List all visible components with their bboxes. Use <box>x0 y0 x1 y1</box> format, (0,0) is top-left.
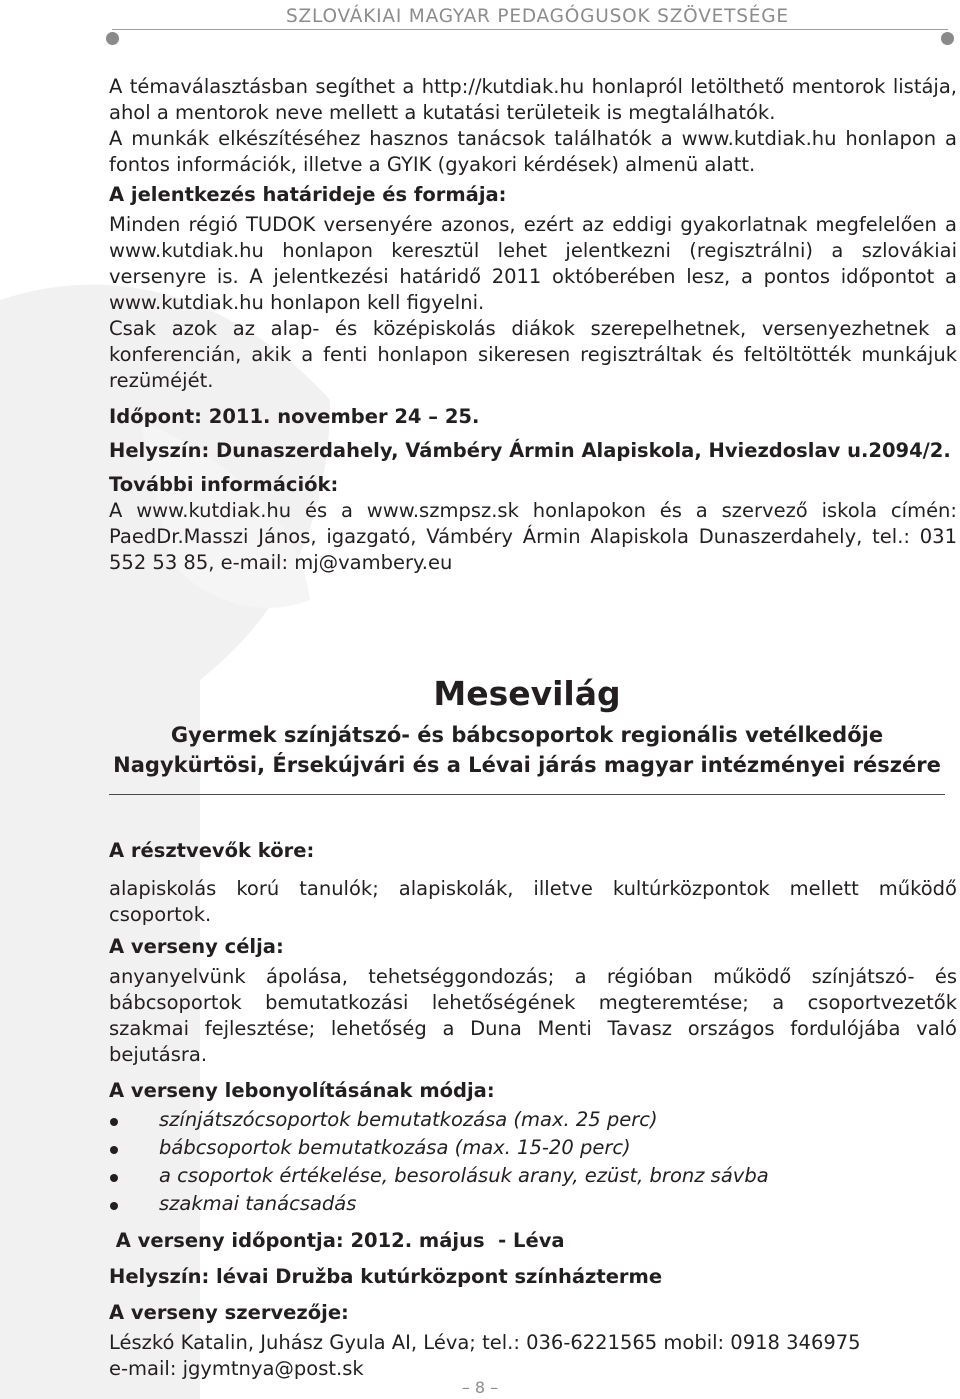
mesevilag-title: Mesevilág <box>433 674 621 713</box>
method-list <box>109 1106 957 1218</box>
heading-method: A verseny lebonyolításának módja: <box>109 1079 495 1102</box>
competition-date: A verseny időpontja: 2012. május - Léva <box>109 1229 565 1252</box>
heading-goal: A verseny célja: <box>109 935 284 958</box>
organizer-contact: Lészkó Katalin, Juhász Gyula AI, Léva; tel.: 036-6221565 mobil: 0918 346975 <box>109 1331 861 1354</box>
paragraph-mentors: A témaválasztásban segíthet a http://kutdiak.hu honlapról letölthető mentorok listája, ahol a mentorok neve mellett a kutatási területeik is megtalálhatók. <box>109 75 957 124</box>
paragraph-registration: Minden régió TUDOK versenyére azonos, ezért az eddigi gyakorlatnak megfelelően a www.kutdiak.hu honlapon keresztül lehet jelentkezni (regisztrálni) a szlovákiai versenyre is. A jelentkezési határidő 2011 októberében lesz, a pontos időpontot a www.kutdiak.hu honlapon kell figyelni. <box>109 213 957 314</box>
heading-participants: A résztvevők köre: <box>109 839 315 862</box>
paragraph-participants: alapiskolás korú tanulók; alapiskolák, illetve kultúrközpontok mellett működő csoportok. <box>109 877 957 926</box>
mesevilag-subtitle-2: Nagykürtösi, Érsekújvári és a Lévai járás magyar intézményei részére <box>113 753 941 777</box>
header-title: SZLOVÁKIAI MAGYAR PEDAGÓGUSOK SZÖVETSÉGE <box>286 6 789 27</box>
event-venue: Helyszín: Dunaszerdahely, Vámbéry Ármin Alapiskola, Hviezdoslav u.2094/2. <box>109 439 951 462</box>
section-divider <box>109 794 945 795</box>
header-rule <box>112 29 948 30</box>
heading-deadline: A jelentkezés határideje és formája: <box>109 183 507 206</box>
paragraph-goal: anyanyelvünk ápolása, tehetséggondozás; a régióban működő színjátszó- és bábcsoportok bemutatkozási lehetőségének megteremtése; a csoportvezetők szakmai fejlesztése; lehetőség a Duna Menti Tavasz országos fordulójába való bejutásra. <box>109 965 957 1066</box>
heading-organizer: A verseny szervezője: <box>109 1301 349 1324</box>
page-number: – 8 – <box>461 1378 499 1397</box>
list-item: szakmai tanácsadás <box>109 1190 957 1218</box>
list-item: bábcsoportok bemutatkozása (max. 15-20 perc) <box>109 1134 957 1162</box>
paragraph-eligibility: Csak azok az alap- és középiskolás diákok szerepelhetnek, versenyezhetnek a konferencián, akik a fenti honlapon sikeresen regisztráltak és feltöltötték munkájuk rezüméjét. <box>109 317 957 392</box>
heading-more-info: További információk: <box>109 473 339 496</box>
paragraph-contact: A www.kutdiak.hu és a www.szmpsz.sk honlapokon és a szervező iskola címén: PaedDr.Masszi János, igazgató, Vámbéry Ármin Alapiskola Dunaszerdahely, tel.: 031 552 53 85, e-mail: mj@vambery.eu <box>109 499 957 574</box>
intro-section <box>109 74 957 576</box>
details-section <box>109 838 957 1382</box>
list-item: színjátszócsoportok bemutatkozása (max. 25 perc) <box>109 1106 957 1134</box>
event-date: Időpont: 2011. november 24 – 25. <box>109 405 480 428</box>
header-dot-right <box>941 32 954 45</box>
organizer-email: e-mail: jgymtnya@post.sk <box>109 1357 364 1380</box>
mesevilag-header <box>109 672 945 795</box>
list-item: a csoportok értékelése, besorolásuk arany, ezüst, bronz sávba <box>109 1162 957 1190</box>
header-dot-left <box>106 32 119 45</box>
paragraph-tips: A munkák elkészítéséhez hasznos tanácsok találhatók a www.kutdiak.hu honlapon a fontos információk, illetve a GYIK (gyakori kérdések) almenü alatt. <box>109 127 957 176</box>
mesevilag-subtitle-1: Gyermek színjátszó- és bábcsoportok regionális vetélkedője <box>170 723 884 747</box>
competition-venue: Helyszín: lévai Družba kutúrközpont színházterme <box>109 1265 663 1288</box>
